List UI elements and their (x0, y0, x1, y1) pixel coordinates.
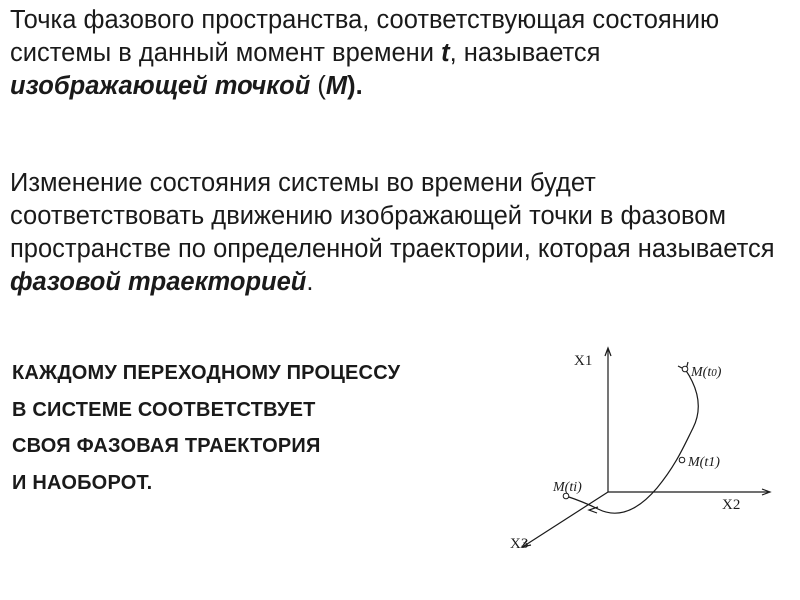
trajectory-text-2: . (306, 268, 314, 296)
point-m-t1-marker (679, 457, 685, 463)
point-m-t0-label-sub: 0 (711, 367, 717, 379)
statement-line-4: И НАОБОРОТ. (12, 471, 153, 494)
point-m-t1-label: M(t1) (688, 455, 720, 470)
term-phase-trajectory: фазовой траекторией (10, 268, 307, 296)
trajectory-text-1: Изменение состояния системы во времени будет соответствовать движению изображающей точки в фазовом пространстве по определенной траектории, которая называется (10, 169, 775, 263)
statement-line-3: СВОЯ ФАЗОВАЯ ТРАЕКТОРИЯ (12, 435, 321, 457)
point-m-ti-label: M(ti) (553, 480, 582, 495)
axis-x3-label: X3 (510, 536, 529, 552)
definition-text-2: , называется (449, 39, 601, 67)
definition-text-3: ( (310, 72, 326, 100)
point-m-t0-label-prefix: M(t (691, 365, 712, 380)
axis-x2-label: X2 (722, 497, 741, 513)
axis-x1-label: X1 (574, 353, 593, 369)
axis-x3-line (524, 492, 608, 546)
term-representing-point: изображающей точкой (10, 72, 311, 100)
statement-line-1: КАЖДОМУ ПЕРЕХОДНОМУ ПРОЦЕССУ (12, 362, 401, 384)
definition-text-4: ). (347, 72, 363, 100)
point-symbol: М (325, 72, 348, 100)
statement-line-2: В СИСТЕМЕ СООТВЕТСТВУЕТ (12, 398, 316, 421)
definition-text-1: Точка фазового пространства, соответствующая состоянию системы в данный момент времени (10, 6, 720, 67)
point-m-t0-label-suffix: ) (716, 365, 722, 380)
point-m-t0-label (690, 365, 722, 380)
trajectory-arrow-lower (589, 507, 598, 513)
point-m-t0-marker (682, 366, 688, 372)
time-variable: t (441, 39, 450, 67)
